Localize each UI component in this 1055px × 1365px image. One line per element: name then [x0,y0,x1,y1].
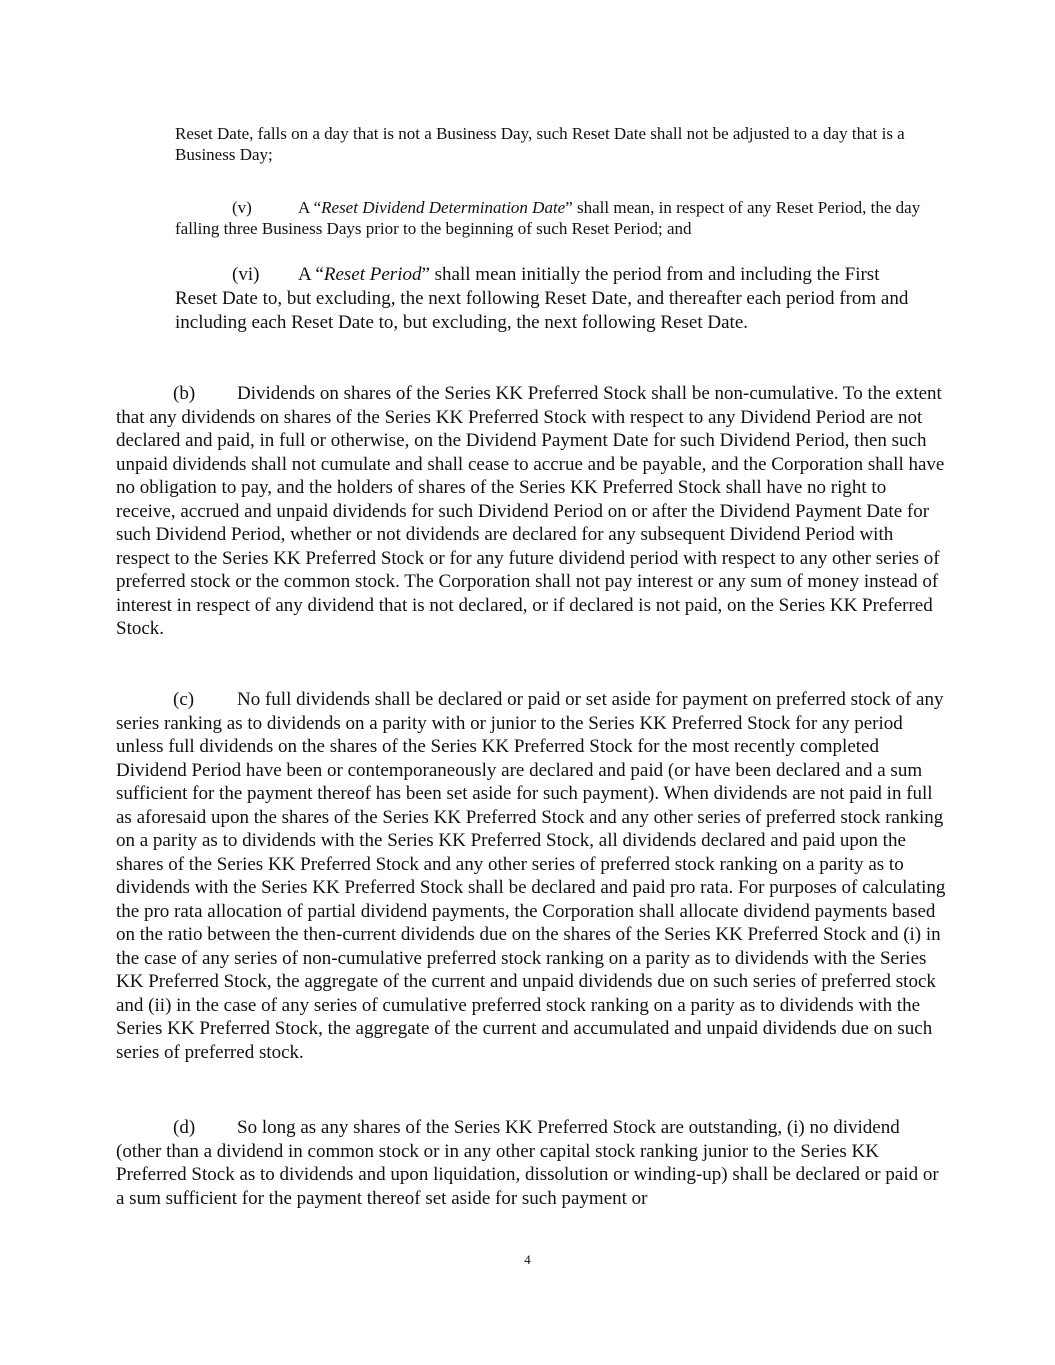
clause-v-marker: (v) [232,198,252,217]
paragraph-d [116,1116,946,1210]
paragraph-b-text: Dividends on shares of the Series KK Preferred Stock shall be non-cumulative. To the extent that any dividends on shares of the Series KK Preferred Stock with respect to any Dividend Period are not declared and paid, in full or otherwise, on the Dividend Payment Date for such Dividend Period, then such unpaid dividends shall not cumulate and shall cease to accrue and be payable, and the Corporation shall have no obligation to pay, and the holders of shares of the Series KK Preferred Stock shall have no right to receive, accrued and unpaid dividends for such Dividend Period on or after the Dividend Payment Date for such Dividend Period, whether or not dividends are declared for any subsequent Dividend Period with respect to the Series KK Preferred Stock or for any future dividend period with respect to any other series of preferred stock or the common stock. The Corporation shall not pay interest or any sum of money instead of interest in respect of any dividend that is not declared, or if declared is not paid, on the Series KK Preferred Stock. [116,383,945,639]
page-number: 4 [524,1252,531,1267]
continuation-text: Reset Date, falls on a day that is not a Business Day, such Reset Date shall not be adjusted to a day that is a Business Day; [175,124,905,164]
clause-vi-marker: (vi) [232,264,260,285]
clause-v [175,197,935,239]
clause-v-text: ” shall mean, in respect of any Reset Period, the day falling three Business Days prior to the beginning of such Reset Period; and [175,198,921,238]
clause-vi-text: ” shall mean initially the period from and including the First Reset Date to, but excluding, the next following Reset Date, and thereafter each period from and including each Reset Date to, but excluding, the next following Reset Date. [175,264,909,333]
paragraph-b [116,382,946,641]
clause-vi-prefix: A “ [298,264,324,285]
paragraph-d-marker: (d) [173,1117,196,1138]
continuation-paragraph [175,123,935,165]
clause-vi [175,263,915,335]
clause-v-term: Reset Dividend Determination Date [321,198,566,217]
paragraph-b-marker: (b) [173,383,196,404]
paragraph-c [116,688,946,1064]
clause-vi-term: Reset Period [323,264,422,285]
paragraph-d-text: So long as any shares of the Series KK Preferred Stock are outstanding, (i) no dividend (other than a dividend in common stock or in any other capital stock ranking junior to the Series KK Preferred Stock as to dividends and upon liquidation, dissolution or winding-up) shall be declared or paid or a sum sufficient for the payment thereof set aside for such payment or [116,1117,939,1209]
paragraph-c-marker: (c) [173,689,195,710]
clause-v-prefix: A “ [298,198,322,217]
paragraph-c-text: No full dividends shall be declared or paid or set aside for payment on preferred stock of any series ranking as to dividends on a parity with or junior to the Series KK Preferred Stock for any period unless full dividends on the shares of the Series KK Preferred Stock for the most recently completed Dividend Period have been or contemporaneously are declared and paid (or have been declared and a sum sufficient for the payment thereof has been set aside for such payment). When dividends are not paid in full as aforesaid upon the shares of the Series KK Preferred Stock and any other series of preferred stock ranking on a parity as to dividends with the Series KK Preferred Stock, all dividends declared and paid upon the shares of the Series KK Preferred Stock and any other series of preferred stock ranking on a parity as to dividends with the Series KK Preferred Stock shall be declared and paid pro rata. For purposes of calculating the pro rata allocation of partial dividend payments, the Corporation shall allocate dividend payments based on the ratio between the then-current dividends due on the shares of the Series KK Preferred Stock and (i) in the case of any series of non-cumulative preferred stock ranking on a parity as to dividends with the Series KK Preferred Stock, the aggregate of the current and unpaid dividends due on such series of preferred stock and (ii) in the case of any series of cumulative preferred stock ranking on a parity as to dividends with the Series KK Preferred Stock, the aggregate of the current and accumulated and unpaid dividends due on such series of preferred stock. [116,689,946,1063]
